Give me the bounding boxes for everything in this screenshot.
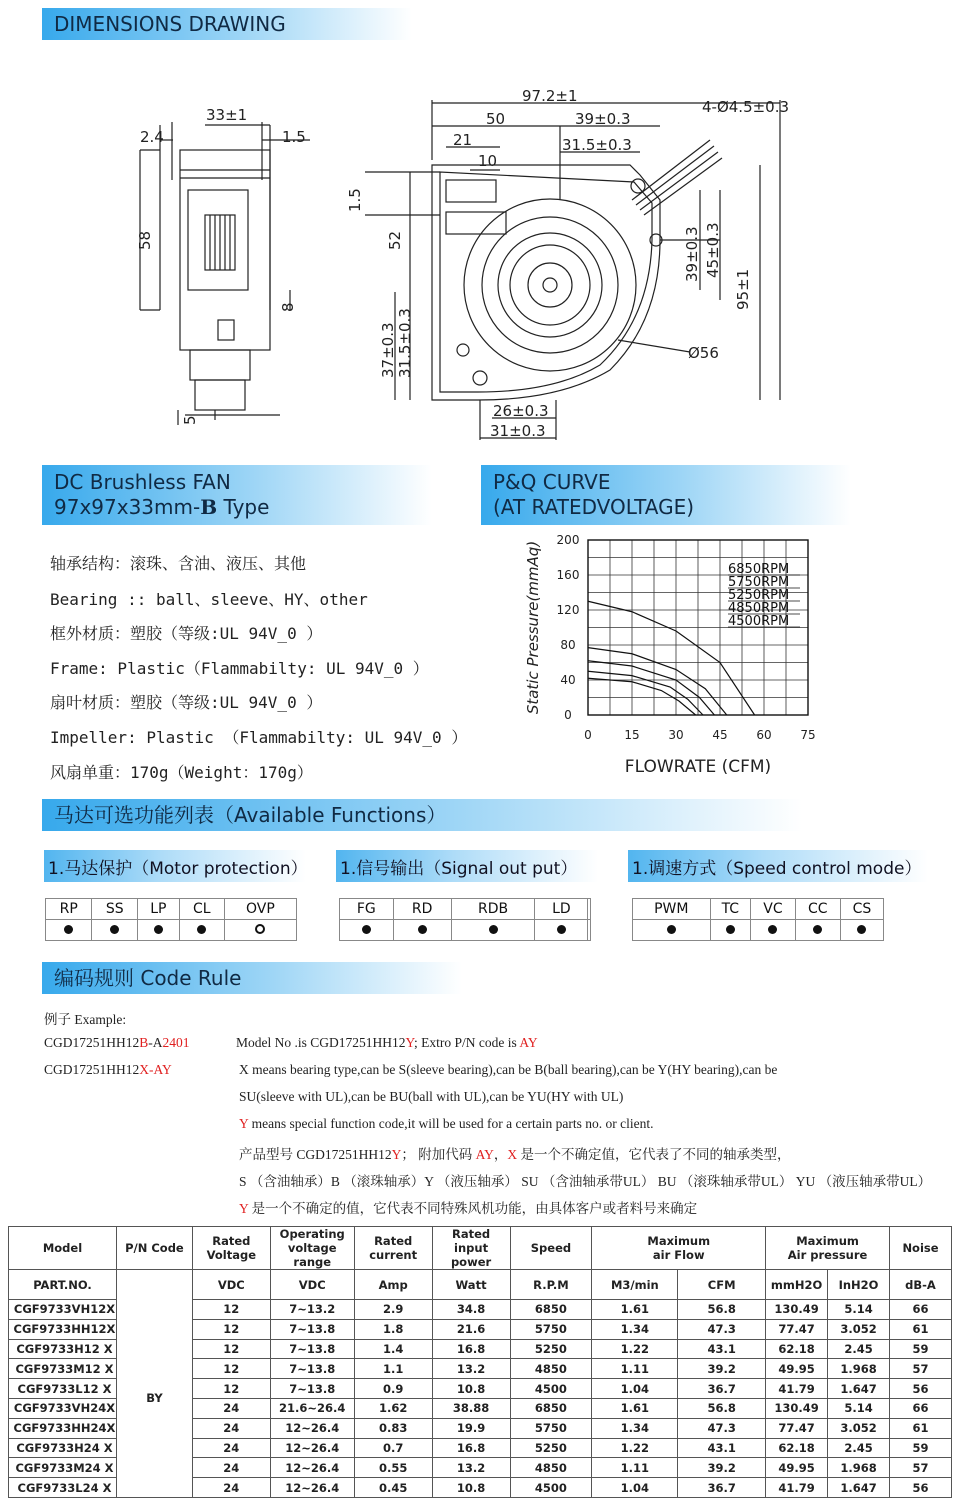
table-cell: 13.2	[432, 1458, 510, 1478]
table-cell: 57	[890, 1359, 952, 1379]
header-op-1: Operating	[279, 1227, 345, 1241]
unit-part-no: PART.NO.	[9, 1270, 117, 1300]
table-cell: 41.79	[766, 1478, 828, 1498]
rule-line-1	[236, 1035, 538, 1051]
side-left-label: 2.4	[140, 128, 164, 146]
table-cell: 66	[890, 1398, 952, 1418]
rule-5-y: Y	[391, 1147, 402, 1162]
part-number-cell: CGF9733L12 X	[9, 1379, 117, 1399]
series-line	[588, 678, 696, 715]
table-cell: 1.61	[592, 1398, 678, 1418]
func-header: RP	[46, 899, 92, 920]
table-cell: 43.1	[678, 1438, 766, 1458]
filled-dot-icon	[489, 925, 498, 934]
table-cell: 24	[192, 1458, 270, 1478]
func-header: PWM	[633, 899, 711, 920]
table-cell: 41.79	[766, 1379, 828, 1399]
table-cell: 0.45	[354, 1478, 432, 1498]
table-cell: 49.95	[766, 1359, 828, 1379]
table-cell: 1.968	[828, 1458, 890, 1478]
table-cell: 1.04	[592, 1379, 678, 1399]
table-cell: 24	[192, 1438, 270, 1458]
rule-5-mid: ； 附加代码	[401, 1147, 476, 1162]
motor-protection-bar	[44, 850, 306, 882]
table-cell: 59	[890, 1438, 952, 1458]
func-header: CC	[795, 899, 840, 920]
spec-bearing-cn: 轴承结构：滚珠、含油、液压、其他	[50, 554, 307, 573]
table-cell: 13.2	[432, 1359, 510, 1379]
unit-m3min: M3/min	[592, 1270, 678, 1300]
filled-dot-icon	[110, 925, 119, 934]
spec-impeller-cn: 扇叶材质：塑胶（等级:UL 94V_0 ）	[50, 693, 323, 712]
table-cell: 12	[192, 1300, 270, 1320]
header-air-pressure	[766, 1227, 890, 1270]
table-cell: 36.7	[678, 1379, 766, 1399]
table-cell: 21.6~26.4	[270, 1398, 354, 1418]
table-cell: 0.83	[354, 1418, 432, 1438]
table-cell: 43.1	[678, 1339, 766, 1359]
filled-dot-icon	[768, 925, 777, 934]
example-2-base: CGD17251HH12	[44, 1062, 140, 1077]
spec-bearing-en: Bearing :: ball、sleeve、HY、other	[50, 590, 368, 609]
motor-protection-title: 1.马达保护（Motor protection）	[48, 858, 308, 879]
table-cell: 5250	[510, 1339, 592, 1359]
side-view	[140, 122, 310, 425]
table-cell: 1.04	[592, 1478, 678, 1498]
unit-amp: Amp	[354, 1270, 432, 1300]
part-number-cell: CGF9733HH12X	[9, 1319, 117, 1339]
v315-label: 31.5±0.3	[396, 308, 414, 378]
table-cell: 56.8	[678, 1398, 766, 1418]
table-cell: 7~13.8	[270, 1379, 354, 1399]
table-cell: 1.647	[828, 1478, 890, 1498]
unit-pn-blank	[116, 1270, 192, 1300]
code-rule-banner	[42, 962, 462, 994]
table-cell: 4850	[510, 1458, 592, 1478]
part-number-cell: CGF9733H24 X	[9, 1438, 117, 1458]
table-cell: 6850	[510, 1398, 592, 1418]
rule-1-mid: ; Extro P/N code is	[414, 1035, 520, 1050]
table-cell: 4500	[510, 1478, 592, 1498]
table-cell: 5.14	[828, 1300, 890, 1320]
table-cell: 1.34	[592, 1418, 678, 1438]
table-cell: 1.62	[354, 1398, 432, 1418]
y-tick-label: 0	[564, 708, 572, 722]
table-cell: 5750	[510, 1418, 592, 1438]
x-tick-label: 75	[800, 728, 816, 742]
rule-7-text: 是一个不确定的值，它代表不同特殊风机功能，由具体客户或者料号来确定	[248, 1201, 698, 1216]
d52-label: 52	[386, 230, 404, 250]
table-cell: 77.47	[766, 1418, 828, 1438]
motor-protection-table	[45, 898, 297, 941]
y-tick-label: 120	[556, 603, 580, 617]
table-cell: 130.49	[766, 1300, 828, 1320]
functions-title: 马达可选功能列表（Available Functions）	[54, 802, 447, 827]
table-cell: 12	[192, 1379, 270, 1399]
table-cell: 66	[890, 1300, 952, 1320]
x-tick-label: 45	[712, 728, 728, 742]
unit-rpm: R.P.M	[510, 1270, 592, 1300]
rule-line-5	[239, 1143, 791, 1163]
d50-label: 50	[486, 110, 506, 128]
pn-code-cell: BY	[116, 1300, 192, 1498]
part-number-cell: CGF9733L24 X	[9, 1478, 117, 1498]
table-cell: 3.052	[828, 1319, 890, 1339]
table-cell: 56	[890, 1478, 952, 1498]
example-code-2	[44, 1062, 172, 1078]
header-rc-1: Rated	[374, 1234, 413, 1248]
filled-dot-icon	[557, 925, 566, 934]
filled-dot-icon	[197, 925, 206, 934]
unit-dba: dB-A	[890, 1270, 952, 1300]
table-cell: 49.95	[766, 1458, 828, 1478]
func-header: RD	[393, 899, 451, 920]
x-tick-label: 0	[584, 728, 592, 742]
table-cell: 57	[890, 1458, 952, 1478]
pq-title-line1: P&Q CURVE	[493, 470, 611, 494]
y-tick-label: 80	[560, 638, 576, 652]
table-cell: 1.22	[592, 1438, 678, 1458]
side-right-label: 1.5	[282, 128, 306, 146]
signal-output-bar	[336, 850, 598, 882]
table-cell: 47.3	[678, 1319, 766, 1339]
table-cell: 39.2	[678, 1359, 766, 1379]
y-axis-title: Static Pressure(mmAq)	[524, 540, 542, 715]
table-cell: 1.34	[592, 1319, 678, 1339]
func-header: VC	[751, 899, 796, 920]
rule-line-2: X means bearing type,can be S(sleeve bearing),can be B(ball bearing),can be Y(HY bearing),can be	[239, 1062, 778, 1077]
part-number-cell: CGF9733VH24X	[9, 1398, 117, 1418]
table-cell: 1.1	[354, 1359, 432, 1379]
rule-1-y: Y	[405, 1035, 415, 1050]
spec-table	[8, 1226, 952, 1498]
x-tick-label: 15	[624, 728, 640, 742]
table-cell: 1.61	[592, 1300, 678, 1320]
table-cell: 59	[890, 1339, 952, 1359]
header-noise: Noise	[890, 1227, 952, 1270]
filled-dot-icon	[667, 925, 676, 934]
legend-label: 5750RPM	[728, 575, 790, 590]
speed-control-table	[632, 898, 884, 941]
table-cell: 10.8	[432, 1379, 510, 1399]
header-rated-current	[354, 1227, 432, 1270]
table-cell: 0.55	[354, 1458, 432, 1478]
filled-dot-icon	[362, 925, 371, 934]
rule-line-3: SU(sleeve with UL),can be BU(ball with UL),can be YU(HY with UL)	[239, 1089, 624, 1104]
table-cell: 12~26.4	[270, 1478, 354, 1498]
v95-label: 95±1	[734, 268, 752, 310]
signal-output-title: 1.信号输出（Signal out put）	[340, 858, 578, 879]
header-model: Model	[9, 1227, 117, 1270]
header-pn-code: P/N Code	[116, 1227, 192, 1270]
func-header: CL	[179, 899, 224, 920]
product-size: 97x97x33mm-	[54, 495, 201, 519]
table-cell: 6850	[510, 1300, 592, 1320]
table-cell: 19.9	[432, 1418, 510, 1438]
table-cell: 5.14	[828, 1398, 890, 1418]
signal-output-table	[339, 898, 591, 941]
table-cell: 10.8	[432, 1478, 510, 1498]
table-cell: 0.9	[354, 1379, 432, 1399]
product-type-letter: B	[200, 495, 218, 519]
header-air-flow	[592, 1227, 766, 1270]
table-cell: 3.052	[828, 1418, 890, 1438]
b26-label: 26±0.3	[493, 402, 549, 420]
legend-label: 6850RPM	[728, 562, 790, 577]
table-cell: 5250	[510, 1438, 592, 1458]
header-rated-voltage	[192, 1227, 270, 1270]
rule-1-text: Model No .is CGD17251HH12	[236, 1035, 406, 1050]
table-cell: 1.968	[828, 1359, 890, 1379]
rule-7-y: Y	[239, 1201, 249, 1216]
spec-frame-en: Frame: Plastic（Flammabilty: UL 94V_0 ）	[50, 659, 429, 678]
example-1-base: CGD17251HH12	[44, 1035, 140, 1050]
table-cell: 16.8	[432, 1339, 510, 1359]
func-header: TC	[710, 899, 751, 920]
table-cell: 7~13.8	[270, 1339, 354, 1359]
side-bottom-label: 8	[279, 302, 297, 312]
v39-label: 39±0.3	[683, 226, 701, 282]
table-cell: 38.88	[432, 1398, 510, 1418]
code-rule-title: 编码规则 Code Rule	[54, 965, 242, 990]
filled-dot-icon	[813, 925, 822, 934]
table-cell: 1.647	[828, 1379, 890, 1399]
header-rv-2: Voltage	[206, 1248, 257, 1262]
rule-4-y: Y	[239, 1116, 249, 1131]
table-cell: 61	[890, 1319, 952, 1339]
table-cell: 2.9	[354, 1300, 432, 1320]
example-code-1	[44, 1035, 190, 1051]
hole-label: 4-Ø4.5±0.3	[702, 98, 790, 116]
speed-control-title: 1.调速方式（Speed control mode）	[632, 858, 922, 879]
table-cell: 7~13.2	[270, 1300, 354, 1320]
table-cell: 1.11	[592, 1359, 678, 1379]
x-tick-label: 30	[668, 728, 684, 742]
functions-banner	[42, 799, 802, 831]
d10-label: 10	[478, 152, 498, 170]
func-header: SS	[92, 899, 138, 920]
table-cell: 36.7	[678, 1478, 766, 1498]
d39-label: 39±0.3	[575, 110, 631, 128]
pq-banner	[481, 465, 851, 525]
d15-label: 1.5	[346, 188, 364, 212]
rule-1-ay: AY	[519, 1035, 538, 1050]
table-cell: 56.8	[678, 1300, 766, 1320]
legend-label: 4500RPM	[728, 614, 790, 629]
y-tick-label: 160	[556, 568, 580, 582]
table-cell: 1.8	[354, 1319, 432, 1339]
product-type-word: Type	[217, 495, 270, 519]
rule-4-text: means special function code,it will be used for a certain parts no. or client.	[248, 1116, 654, 1131]
table-cell: 77.47	[766, 1319, 828, 1339]
header-rated-power	[432, 1227, 510, 1270]
legend-label: 4850RPM	[728, 601, 790, 616]
unit-cfm: CFM	[678, 1270, 766, 1300]
table-cell: 12~26.4	[270, 1418, 354, 1438]
table-cell: 61	[890, 1418, 952, 1438]
filled-dot-icon	[857, 925, 866, 934]
table-cell: 0.7	[354, 1438, 432, 1458]
table-cell: 1.22	[592, 1339, 678, 1359]
pq-chart	[0, 525, 960, 825]
unit-vdc: VDC	[192, 1270, 270, 1300]
table-cell: 16.8	[432, 1438, 510, 1458]
product-title-line1: DC Brushless FAN	[54, 470, 231, 494]
header-rp-1: Rated	[451, 1227, 491, 1241]
v37-label: 37±0.3	[379, 322, 397, 378]
rule-5-x: X	[507, 1147, 518, 1162]
table-cell: 24	[192, 1398, 270, 1418]
part-number-cell: CGF9733M12 X	[9, 1359, 117, 1379]
func-header: LP	[137, 899, 179, 920]
header-ap-2: Air pressure	[787, 1248, 868, 1262]
legend-label: 5250RPM	[728, 588, 790, 603]
filled-dot-icon	[154, 925, 163, 934]
part-number-cell: CGF9733M24 X	[9, 1458, 117, 1478]
func-header: CS	[840, 899, 883, 920]
header-ap-1: Maximum	[796, 1234, 859, 1248]
overall-width-label: 97.2±1	[522, 87, 578, 105]
d31-label: 31.5±0.3	[562, 136, 632, 154]
example-1-sep: -A	[148, 1035, 163, 1050]
filled-dot-icon	[64, 925, 73, 934]
table-cell: 5750	[510, 1319, 592, 1339]
rule-5-pre: 产品型号 CGD17251HH12	[239, 1147, 392, 1162]
x-tick-label: 60	[756, 728, 772, 742]
table-cell: 2.45	[828, 1339, 890, 1359]
table-cell: 12	[192, 1319, 270, 1339]
example-2-variable: X-AY	[139, 1062, 172, 1077]
series-line	[588, 671, 703, 715]
unit-inh2o: InH2O	[828, 1270, 890, 1300]
table-cell: 21.6	[432, 1319, 510, 1339]
table-cell: 34.8	[432, 1300, 510, 1320]
table-cell: 7~13.8	[270, 1319, 354, 1339]
table-cell: 12~26.4	[270, 1458, 354, 1478]
func-header	[588, 899, 591, 920]
header-rp-2: input power	[450, 1241, 492, 1269]
part-number-cell: CGF9733VH12X	[9, 1300, 117, 1320]
table-cell: 47.3	[678, 1418, 766, 1438]
header-af-2: air Flow	[652, 1248, 705, 1262]
v45-label: 45±0.3	[704, 222, 722, 278]
diameter-label: Ø56	[688, 344, 719, 362]
side-height-label: 58	[136, 230, 154, 250]
x-axis-title: FLOWRATE (CFM)	[624, 757, 772, 777]
table-cell: 12~26.4	[270, 1438, 354, 1458]
table-cell: 24	[192, 1478, 270, 1498]
unit-watt: Watt	[432, 1270, 510, 1300]
side-foot-label: 5	[181, 415, 199, 425]
table-cell: 2.45	[828, 1438, 890, 1458]
d21-label: 21	[453, 131, 473, 149]
table-cell: 7~13.8	[270, 1359, 354, 1379]
spec-weight: 风扇单重：170g（Weight：170g）	[50, 763, 313, 782]
rule-line-4	[239, 1116, 654, 1132]
table-cell: 12	[192, 1359, 270, 1379]
rule-5-post: 是一个不确定值，它代表了不同的轴承类型，	[517, 1147, 791, 1162]
unit-vdc: VDC	[270, 1270, 354, 1300]
unit-mmh2o: mmH2O	[766, 1270, 828, 1300]
pq-title-line2: (AT RATEDVOLTAGE)	[493, 495, 695, 519]
product-banner	[42, 465, 432, 525]
table-cell: 56	[890, 1379, 952, 1399]
spec-frame-cn: 框外材质：塑胶（等级:UL 94V_0 ）	[50, 624, 323, 643]
hollow-dot-icon	[255, 924, 265, 934]
rule-line-6: S （含油轴承）B （滚珠轴承）Y （液压轴承） SU （含油轴承带UL） BU （滚珠轴承带UL） YU （液压轴承带UL）	[239, 1174, 932, 1189]
example-1-extra: 2401	[162, 1035, 190, 1050]
speed-control-bar	[628, 850, 928, 882]
header-op-2: voltage range	[287, 1241, 337, 1269]
func-header: RDB	[451, 899, 535, 920]
rule-line-7	[239, 1197, 697, 1217]
header-speed: Speed	[510, 1227, 592, 1270]
dimensions-drawing	[0, 0, 960, 450]
side-width-label: 33±1	[206, 106, 248, 124]
table-cell: 39.2	[678, 1458, 766, 1478]
rule-5-comma: ，	[493, 1147, 508, 1162]
spec-impeller-en: Impeller: Plastic （Flammabilty: UL 94V_0 ）	[50, 728, 468, 747]
y-tick-label: 200	[556, 533, 580, 547]
table-cell: 1.4	[354, 1339, 432, 1359]
table-cell: 62.18	[766, 1438, 828, 1458]
func-header: OVP	[224, 899, 296, 920]
filled-dot-icon	[726, 925, 735, 934]
part-number-cell: CGF9733H12 X	[9, 1339, 117, 1359]
example-1-bearing: B	[139, 1035, 149, 1050]
rule-5-ay: AY	[475, 1147, 494, 1162]
table-cell: 130.49	[766, 1398, 828, 1418]
header-operating-range	[270, 1227, 354, 1270]
table-cell: 62.18	[766, 1339, 828, 1359]
table-cell: 4500	[510, 1379, 592, 1399]
product-title-line2	[54, 495, 269, 520]
b31-label: 31±0.3	[490, 422, 546, 440]
table-cell: 12	[192, 1339, 270, 1359]
table-cell: 1.11	[592, 1458, 678, 1478]
part-number-cell: CGF9733HH24X	[9, 1418, 117, 1438]
table-cell: 4850	[510, 1359, 592, 1379]
table-cell: 24	[192, 1418, 270, 1438]
func-header: LD	[535, 899, 588, 920]
filled-dot-icon	[418, 925, 427, 934]
header-af-1: Maximum	[647, 1234, 711, 1248]
y-tick-label: 40	[560, 673, 576, 687]
header-rc-2: current	[369, 1248, 418, 1262]
header-rv-1: Rated	[212, 1234, 251, 1248]
table-row	[9, 1300, 952, 1320]
func-header: FG	[340, 899, 394, 920]
example-label: 例子 Example:	[44, 1012, 127, 1027]
dimensions-title: DIMENSIONS DRAWING	[54, 11, 286, 36]
